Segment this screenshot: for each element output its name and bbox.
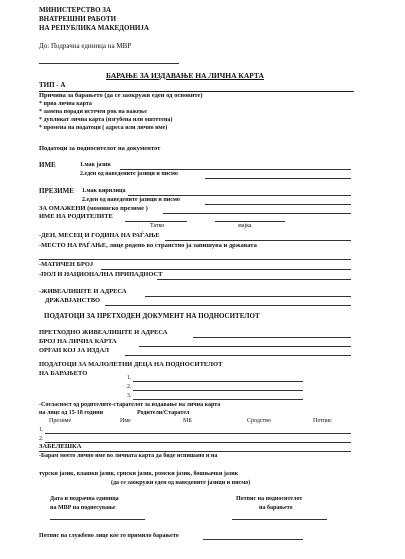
sex-nationality-field[interactable] [157, 279, 351, 280]
name-option-macedonian: 1.мак јазик [80, 162, 111, 168]
date-unit-field[interactable] [50, 519, 145, 520]
father-name-field[interactable] [125, 221, 187, 222]
surname-option-cyrillic: 1.мак кирилица [82, 188, 126, 194]
ministry-name-line1: МИНИСТЕРСТВО ЗА [39, 6, 112, 14]
child-1-number: 1. [127, 375, 132, 381]
previous-address-label: ПРЕТХОДНО ЖИВЕАЛИШТЕ И АДРЕСА [39, 329, 168, 336]
consent-row-2-field[interactable] [45, 442, 351, 443]
ministry-name-line3: НА РЕПУБЛИКА МАКЕДОНИЈА [39, 24, 149, 32]
name-field-other[interactable] [205, 178, 351, 179]
maiden-name-field[interactable] [163, 213, 351, 214]
child-3-number: 3. [127, 393, 132, 399]
note-language-options[interactable]: турски јазик, влашки јазик, српски јазик, ромски јазик, бошњачки јазик [39, 471, 239, 477]
applicant-signature-field[interactable] [232, 519, 327, 520]
child-2-field[interactable] [133, 390, 303, 391]
col-embg: МБ [183, 418, 192, 424]
issuer-field[interactable] [125, 355, 351, 356]
father-label: Татко [150, 223, 165, 229]
surname-label: ПРЕЗИМЕ [39, 187, 74, 195]
mother-name-field[interactable] [215, 221, 285, 222]
id-number-field[interactable] [139, 346, 351, 347]
addressee-field[interactable] [39, 63, 179, 64]
addressee: До: Подрачна единица на МВР [39, 42, 132, 50]
col-relationship: Сродство [247, 418, 271, 424]
note-instruction: (да се заокружи еден од наведените јазици и писмо) [111, 480, 251, 486]
applicant-heading: Податоци за подносителот на документот [39, 145, 161, 152]
name-field-macedonian[interactable] [120, 169, 351, 170]
place-of-birth-field[interactable] [39, 259, 351, 260]
child-3-field[interactable] [133, 399, 303, 400]
col-name: Име [120, 418, 131, 424]
id-number-label: БРОЈ НА ЛИЧНА КАРТА [39, 338, 117, 345]
address-label: -ЖИВЕАЛИШТЕ И АДРЕСА [39, 288, 127, 295]
issuer-label: ОРГАН КОЈ ЈА ИЗДАЛ [39, 347, 109, 354]
date-of-birth-field[interactable] [165, 240, 351, 241]
official-signature-field[interactable] [203, 539, 303, 540]
name-label: ИМЕ [39, 161, 56, 169]
ministry-name-line2: ВНАТРЕШНИ РАБОТИ [39, 15, 117, 23]
sex-nationality-label: -ПОЛ И НАЦИОНАЛНА ПРИПАДНОСТ [39, 271, 163, 278]
child-1-field[interactable] [133, 381, 303, 382]
surname-field-other[interactable] [205, 204, 351, 205]
applicant-signature-label: Потпис на подносителот [236, 496, 303, 502]
place-of-birth-label: -МЕСТО НА РАЃАЊЕ, лице родено во странство ја запишува и државата [39, 242, 257, 249]
reason-item-expired[interactable]: * замена поради истечен рок на важење [39, 109, 147, 115]
embg-field[interactable] [101, 269, 351, 270]
citizenship-field[interactable] [105, 305, 351, 306]
embg-label: -МАТИЧЕН БРОЈ [39, 261, 94, 268]
previous-address-field[interactable] [193, 337, 351, 338]
address-field[interactable] [145, 296, 351, 297]
note-rule [39, 451, 351, 452]
date-unit-label: Дата и подрачна единица [50, 496, 119, 502]
surname-field-cyrillic[interactable] [128, 195, 351, 196]
reason-item-data-change[interactable]: * промена на податоци ( адреса или лично име) [39, 125, 168, 131]
date-of-birth-label: -ДЕН, МЕСЕЦ И ГОДИНА НА РАЃАЊЕ [39, 232, 160, 239]
consent-text: -Согласност од родителите-старателот за издавање на лична карта [39, 402, 221, 408]
child-2-number: 2. [127, 384, 132, 390]
form-title: БАРАЊЕ ЗА ИЗДАВАЊЕ НА ЛИЧНА КАРТА [106, 71, 264, 80]
name-option-other: 2.еден од наведените јазици и писмо [80, 171, 178, 177]
previous-document-heading: ПОДАТОЦИ ЗА ПРЕТХОДЕН ДОКУМЕНТ НА ПОДНОСИТЕЛОТ [44, 312, 260, 320]
parents-label: ИМЕ НА РОДИТЕЛИТЕ [39, 213, 113, 220]
reason-item-first-card[interactable]: * прва лична карта [39, 101, 92, 107]
official-signature-label: Потпис на службено лице кое го примило барањето [39, 533, 179, 539]
note-text: -Барам моето лично име во личната карта да биде испишано и на [39, 453, 218, 459]
consent-row-1-field[interactable] [45, 433, 351, 434]
form-type: ТИП - А [39, 81, 66, 89]
date-unit-label-line2: на МВР на поднесување [50, 505, 116, 511]
col-signature: Потпис [313, 418, 332, 424]
children-heading: ПОДАТОЦИ ЗА МАЛОЛЕТНИ ДЕЦА НА ПОДНОСИТЕЛОТ [39, 361, 223, 368]
consent-row-2-number: 2. [39, 436, 44, 442]
note-label: ЗАБЕЛЕШКА [39, 443, 82, 450]
col-surname: Презиме [49, 418, 72, 424]
reason-heading: Причина за барањето (да се заокружи еден од основите) [39, 92, 203, 99]
applicant-signature-label-line2: на барањето [259, 505, 293, 511]
mother-label: мајка [238, 223, 252, 229]
maiden-name-label: ЗА ОМАЖЕНИ (моминско презиме ) [39, 205, 148, 212]
reason-item-duplicate[interactable]: * дупликат лична карта (изгубена или оштетена) [39, 117, 173, 123]
consent-age-text: на лице од 15-18 години [39, 410, 104, 416]
consent-row-1-number: 1. [39, 427, 44, 433]
consent-parents-text: Родители/Старател [137, 410, 190, 416]
citizenship-label: ДРЖАВЈАНСТВО [45, 297, 101, 304]
children-heading-line2: НА БАРАЊЕТО [39, 370, 88, 377]
surname-option-other: 2.еден од наведените јазици и писмо [82, 197, 180, 203]
